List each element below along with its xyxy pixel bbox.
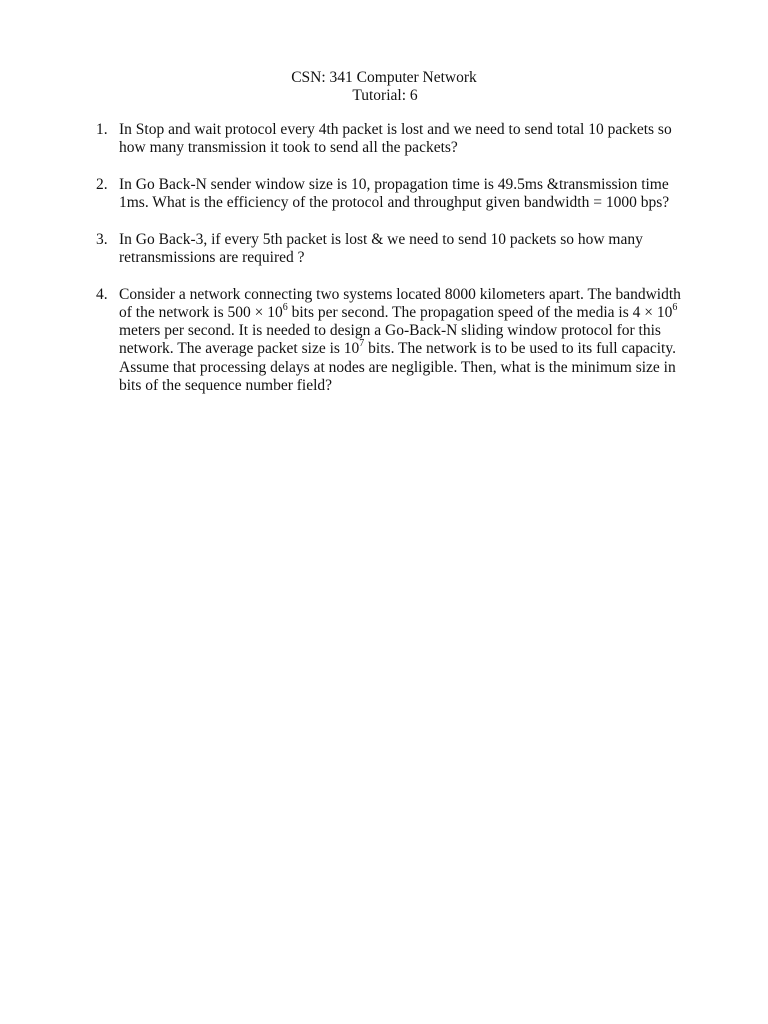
question-text: In Go Back-3, if every 5th packet is lost & we need to send 10 packets so how many retransmissions are required ? xyxy=(119,230,643,267)
question-item-2 xyxy=(0,176,691,212)
exponent: 6 xyxy=(672,301,678,313)
question-number: 4. xyxy=(96,285,108,303)
question-item-1 xyxy=(0,121,691,157)
question-number: 3. xyxy=(96,230,108,248)
exponent: 6 xyxy=(282,301,288,313)
question-text xyxy=(119,286,691,395)
question-item-3 xyxy=(0,231,691,267)
course-title: CSN: 341 Computer Network xyxy=(291,69,477,86)
question-text-part: bits. The network is to be used to its full capacity. Assume that processing delays at nodes are negligible. Then, what is the minimum size in bits of the sequence number field? xyxy=(119,340,676,394)
question-list xyxy=(0,121,768,413)
tutorial-number: Tutorial: 6 xyxy=(352,87,418,104)
question-number: 2. xyxy=(96,175,108,193)
question-text-part: meters per second. It is needed to design a Go-Back-N sliding window protocol for this network. The average packet size is 10 xyxy=(119,322,661,358)
question-text-part: Consider a network connecting two systems located 8000 kilometers apart. The bandwidth of the network is 500 × 10 xyxy=(119,285,681,321)
question-text: In Stop and wait protocol every 4th packet is lost and we need to send total 10 packets so how many transmission it took to send all the packets? xyxy=(119,121,672,157)
exponent: 7 xyxy=(359,338,365,350)
question-text: In Go Back-N sender window size is 10, propagation time is 49.5ms &transmission time 1ms. What is the efficiency of the protocol and throughput given bandwidth = 1000 bps? xyxy=(119,175,670,212)
document-header xyxy=(0,69,768,105)
question-number: 1. xyxy=(96,121,108,138)
question-item-4 xyxy=(0,286,691,395)
question-text-part: bits per second. The propagation speed of the media is 4 × 10 xyxy=(287,303,673,321)
